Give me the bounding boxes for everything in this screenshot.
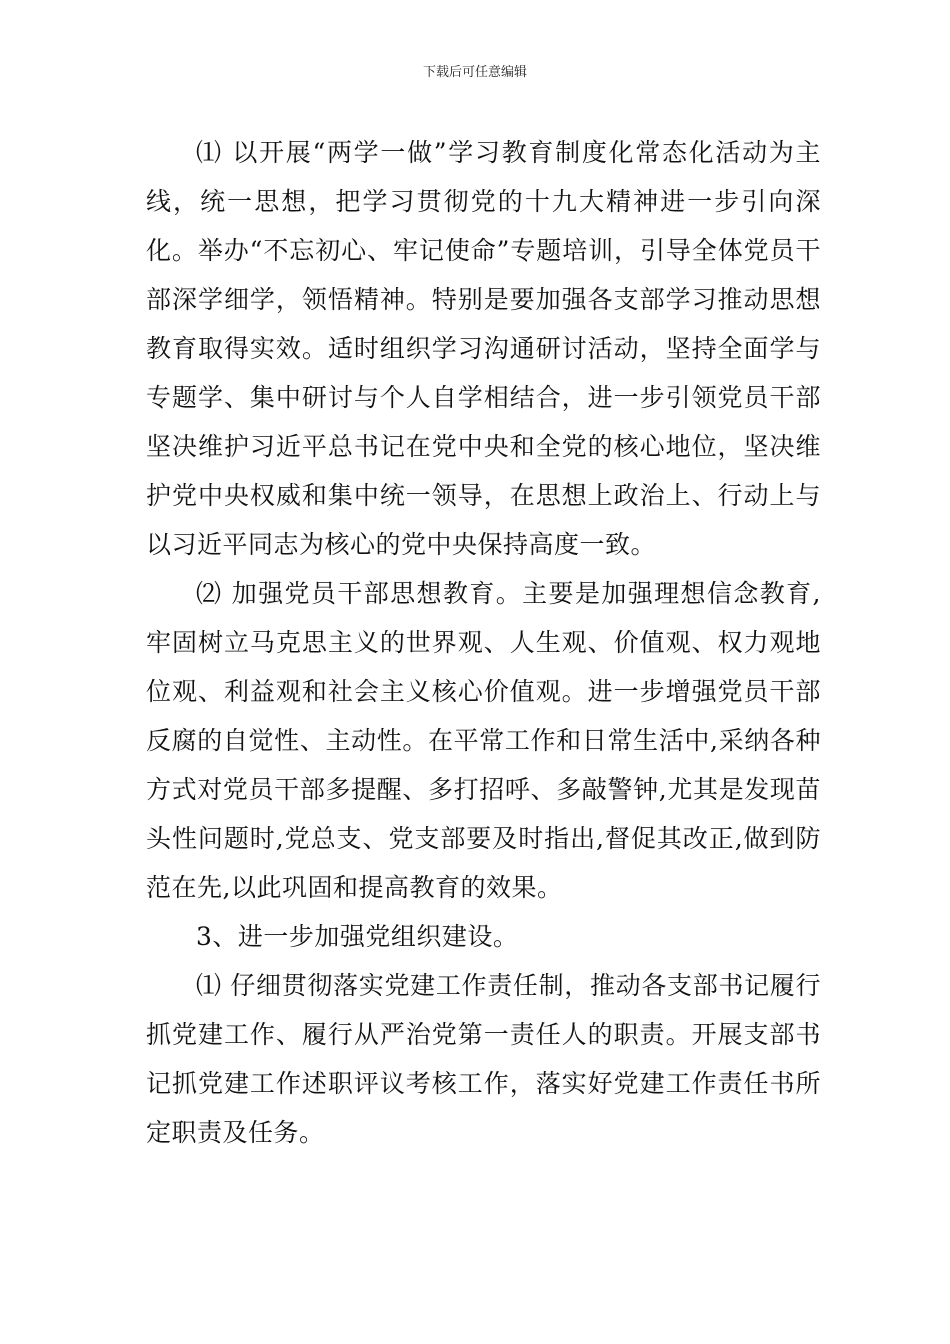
paragraph-3: ⑴ 仔细贯彻落实党建工作责任制，推动各支部书记履行抓党建工作、履行从严治党第一责任人的职责。开展支部书记抓党建工作述职评议考核工作，落实好党建工作责任书所定职责及任务。 <box>146 971 821 1147</box>
paragraph-1: ⑴ 以开展“两学一做”学习教育制度化常态化活动为主线，统一思想，把学习贯彻党的十九大精神进一步引向深化。举办“不忘初心、牢记使命”专题培训，引导全体党员干部深学细学，领悟精神。特别是要加强各支部学习推动思想教育取得实效。适时组织学习沟通研讨活动，坚持全面学与专题学、集中研讨与个人自学相结合，进一步引领党员干部坚决维护习近平总书记在党中央和全党的核心地位，坚决维护党中央权威和集中统一领导，在思想上政治上、行动上与以习近平同志为核心的党中央保持高度一致。 <box>146 138 821 559</box>
document-body <box>146 128 821 1157</box>
page-header-note: 下载后可任意编辑 <box>422 65 527 80</box>
section-heading: 3、进一步加强党组织建设。 <box>196 922 519 951</box>
paragraph-2: ⑵ 加强党员干部思想教育。主要是加强理想信念教育,牢固树立马克思主义的世界观、人生观、价值观、权力观地位观、利益观和社会主义核心价值观。进一步增强党员干部反腐的自觉性、主动性。在平常工作和日常生活中,采纳各种方式对党员干部多提醒、多打招呼、多敲警钟,尤其是发现苗头性问题时,党总支、党支部要及时指出,督促其改正,做到防范在先,以此巩固和提高教育的效果。 <box>146 579 821 902</box>
